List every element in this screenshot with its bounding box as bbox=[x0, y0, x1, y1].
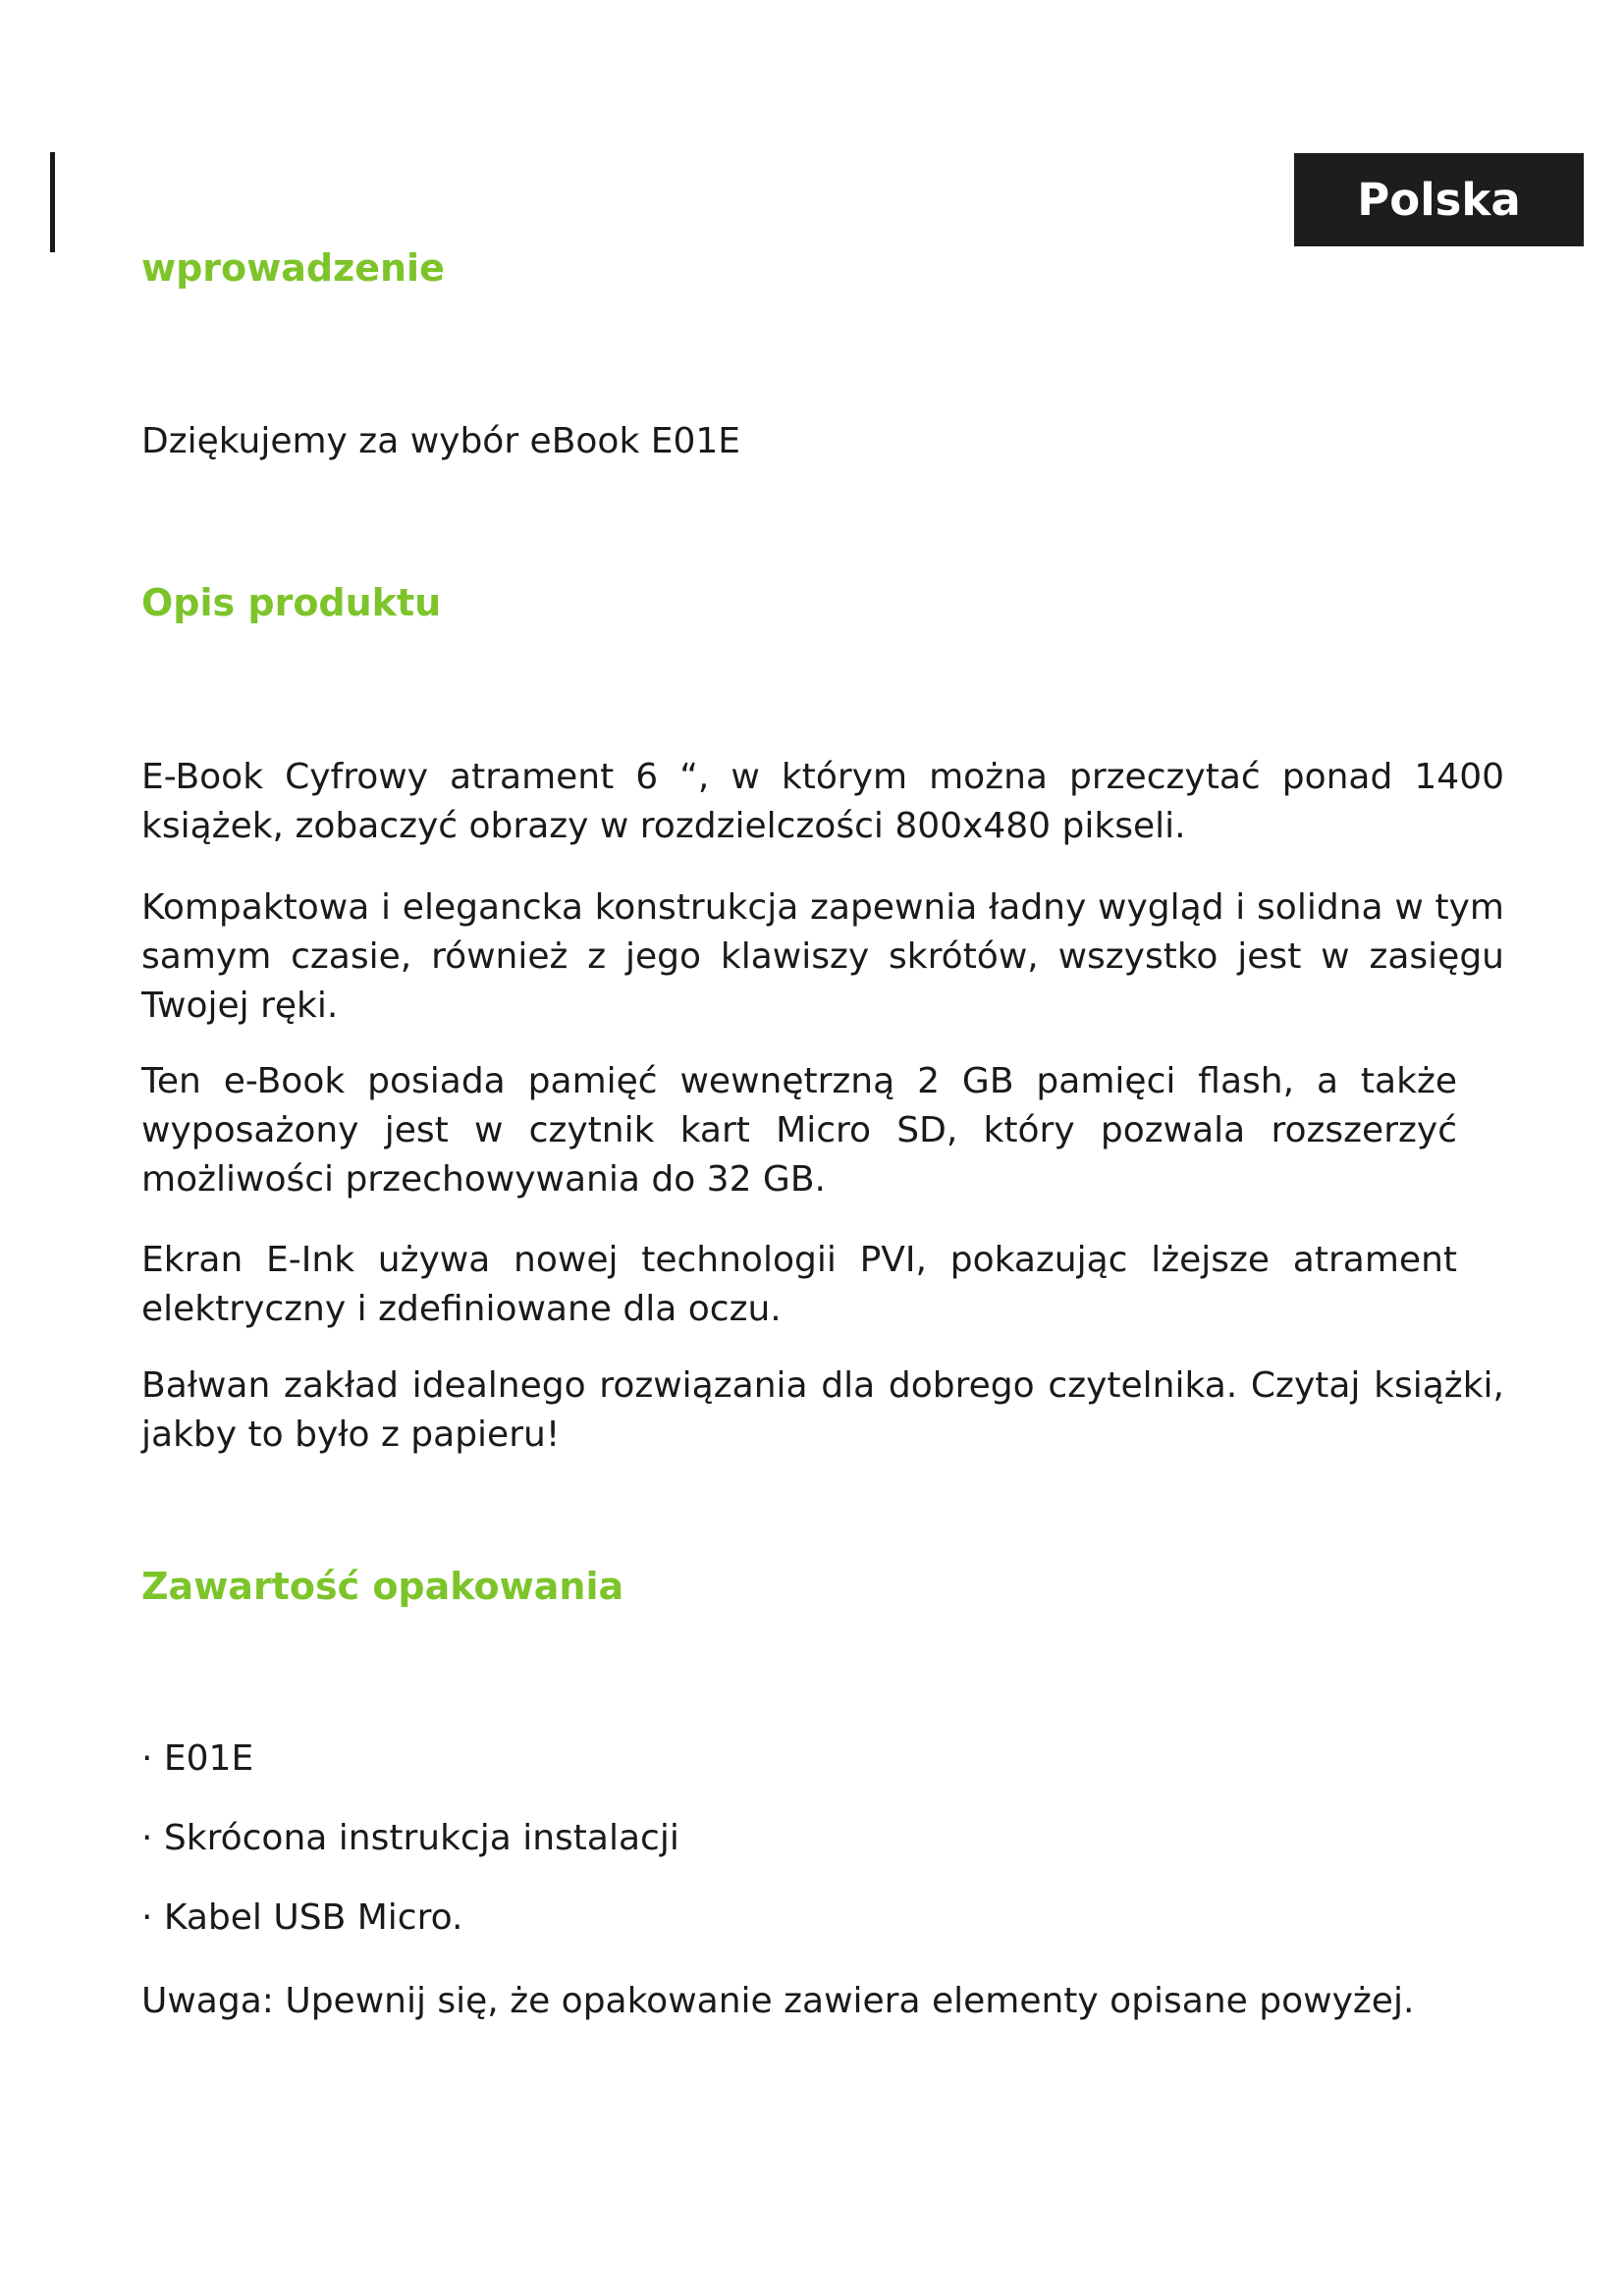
margin-bar bbox=[50, 152, 55, 252]
list-item: · E01E bbox=[141, 1735, 679, 1784]
intro-text: Dziękujemy za wybór eBook E01E bbox=[141, 421, 741, 461]
description-paragraph-3: Ten e-Book posiada pamięć wewnętrzną 2 GB pamięci flash, a także wyposażony jest w czytnik kart Micro SD, który pozwala rozszerzyć możliwości przechowywania do 32 GB. bbox=[141, 1061, 1457, 1200]
description-paragraph-4: Ekran E-Ink używa nowej technologii PVI, pokazując lżejsze atrament elektryczny i zdefiniowane dla oczu. bbox=[141, 1240, 1457, 1329]
package-note: Uwaga: Upewnij się, że opakowanie zawiera elementy opisane powyżej. bbox=[141, 1981, 1415, 2021]
list-item: · Skrócona instrukcja instalacji bbox=[141, 1814, 679, 1863]
language-tab: Polska bbox=[1294, 153, 1584, 246]
package-heading: Zawartość opakowania bbox=[141, 1565, 624, 1608]
description-paragraph-2: Kompaktowa i elegancka konstrukcja zapewnia ładny wygląd i solidna w tym samym czasie, również z jego klawiszy skrótów, wszystko jest w zasięgu Twojej ręki. bbox=[141, 887, 1504, 1026]
description-heading: Opis produktu bbox=[141, 581, 442, 624]
package-contents-list bbox=[141, 1735, 679, 1973]
description-paragraph-5: Bałwan zakład idealnego rozwiązania dla dobrego czytelnika. Czytaj książki, jakby to było z papieru! bbox=[141, 1365, 1504, 1455]
description-paragraph-1: E-Book Cyfrowy atrament 6 “, w którym można przeczytać ponad 1400 książek, zobaczyć obrazy w rozdzielczości 800x480 pikseli. bbox=[141, 757, 1504, 846]
list-item: · Kabel USB Micro. bbox=[141, 1894, 679, 1943]
intro-heading: wprowadzenie bbox=[141, 246, 445, 290]
